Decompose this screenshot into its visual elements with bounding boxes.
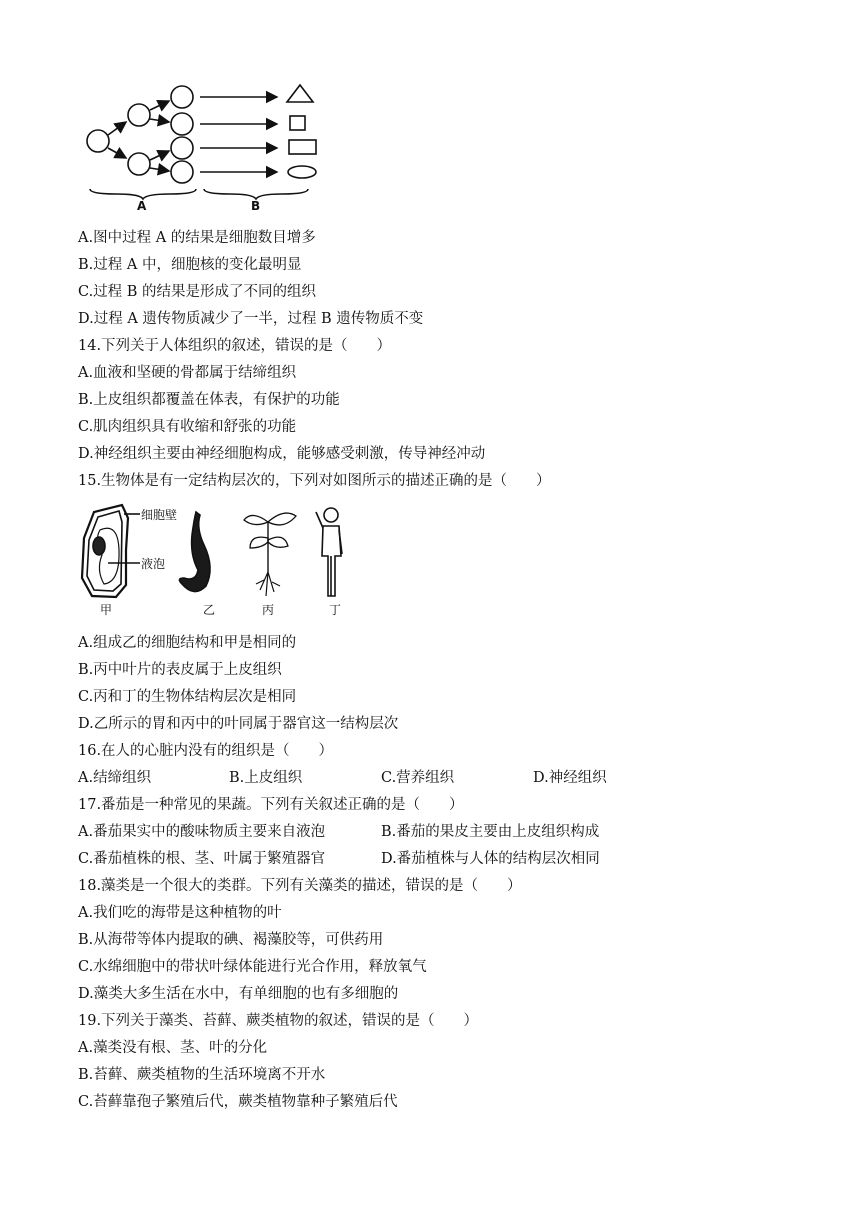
cell-division-diagram — [80, 78, 330, 213]
q19-option-b: B.苔藓、蕨类植物的生活环境离不开水 — [78, 1067, 326, 1083]
q18-option-b: B.从海带等体内提取的碘、褐藻胶等，可供药用 — [78, 932, 384, 948]
q18-option-d: D.藻类大多生活在水中，有单细胞的也有多细胞的 — [78, 986, 399, 1002]
q15-option-c: C.丙和丁的生物体结构层次是相同 — [78, 689, 297, 705]
q14-option-b: B.上皮组织都覆盖在体表，有保护的功能 — [78, 392, 340, 408]
q17-option-b: B.番茄的果皮主要由上皮组织构成 — [381, 824, 600, 840]
q14-option-a: A.血液和坚硬的骨都属于结缔组织 — [78, 365, 297, 381]
q17-stem: 17.番茄是一种常见的果蔬。下列有关叙述正确的是（ ） — [78, 797, 464, 813]
q13-option-d: D.过程 A 遗传物质减少了一半，过程 B 遗传物质不变 — [78, 311, 424, 327]
label-cell-wall: 细胞壁 — [141, 508, 178, 522]
q14-stem: 14.下列关于人体组织的叙述，错误的是（ ） — [78, 338, 392, 354]
q13-option-c: C.过程 B 的结果是形成了不同的组织 — [78, 284, 317, 300]
q15-option-b: B.丙中叶片的表皮属于上皮组织 — [78, 662, 282, 678]
q18-stem: 18.藻类是一个很大的类群。下列有关藻类的描述，错误的是（ ） — [78, 878, 522, 894]
label-b: B — [251, 199, 261, 213]
label-yi: 乙 — [203, 603, 216, 617]
q14-option-c: C.肌肉组织具有收缩和舒张的功能 — [78, 419, 297, 435]
q15-option-d: D.乙所示的胃和丙中的叶同属于器官这一结构层次 — [78, 716, 399, 732]
q19-option-c: C.苔藓靠孢子繁殖后代，蕨类植物靠种子繁殖后代 — [78, 1094, 398, 1110]
q17-option-c: C.番茄植株的根、茎、叶属于繁殖器官 — [78, 851, 326, 867]
q16-stem: 16.在人的心脏内没有的组织是（ ） — [78, 743, 334, 759]
label-ding: 丁 — [329, 603, 342, 617]
q19-stem: 19.下列关于藻类、苔藓、蕨类植物的叙述，错误的是（ ） — [78, 1013, 479, 1029]
q19-option-a: A.藻类没有根、茎、叶的分化 — [78, 1040, 268, 1056]
structure-levels-figure — [78, 500, 368, 620]
label-jia: 甲 — [100, 603, 113, 617]
q13-option-b: B.过程 A 中，细胞核的变化最明显 — [78, 257, 302, 273]
label-vacuole: 液泡 — [141, 557, 166, 571]
q18-option-c: C.水绵细胞中的带状叶绿体能进行光合作用，释放氧气 — [78, 959, 427, 975]
label-a: A — [137, 199, 147, 213]
q17-option-a: A.番茄果实中的酸味物质主要来自液泡 — [78, 824, 326, 840]
q16-option-c: C.营养组织 — [381, 770, 455, 786]
q16-option-b: B.上皮组织 — [229, 770, 303, 786]
q14-option-d: D.神经组织主要由神经细胞构成，能够感受刺激，传导神经冲动 — [78, 446, 486, 462]
q16-option-a: A.结缔组织 — [78, 770, 152, 786]
label-bing: 丙 — [262, 603, 275, 617]
q16-option-d: D.神经组织 — [533, 770, 607, 786]
q13-option-a: A.图中过程 A 的结果是细胞数目增多 — [78, 230, 316, 246]
q15-option-a: A.组成乙的细胞结构和甲是相同的 — [78, 635, 297, 651]
q18-option-a: A.我们吃的海带是这种植物的叶 — [78, 905, 282, 921]
q15-stem: 15.生物体是有一定结构层次的，下列对如图所示的描述正确的是（ ） — [78, 473, 551, 489]
q17-option-d: D.番茄植株与人体的结构层次相同 — [381, 851, 600, 867]
